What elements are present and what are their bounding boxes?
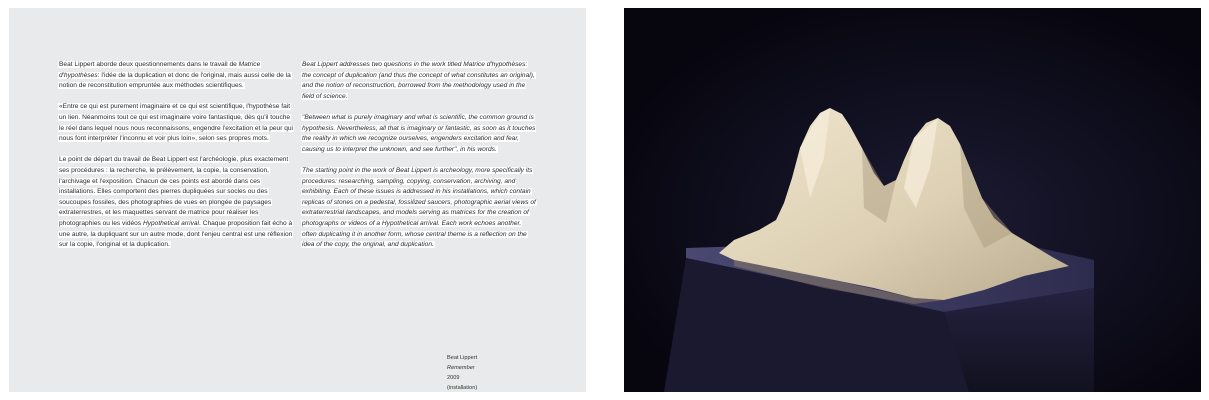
english-paragraph-3: The starting point in the work of Beat Lippert is archeology, more specifically its procedures: researching, sampling, copying, conservation, archiving, and exhibiting. Each of these issues is addressed in his installations, which contain replicas of stones on a pedestal, fossilized saucers, photographic aerial views of extraterrestrial landscapes, and models serving as matrices for the creation of photographs or videos of a Hypothetical arrival. Each work echoes another, often duplicating it in another form, whose central theme is a reflection on the idea of the copy, the original, and duplication. <box>302 166 536 249</box>
left-page <box>9 8 586 392</box>
caption-artist: Beat Lippert <box>447 355 478 361</box>
english-paragraph-1: Beat Lippert addresses two questions in the work titled Matrice d'hypothèses: the concept of duplication (and thus the concept of what constitutes an original), and the notion of reconstruction, borrowed from the methodology used in the field of science. <box>302 61 535 100</box>
right-page-photo <box>624 8 1201 392</box>
french-paragraph-1: Beat Lippert aborde deux questionnements dans le travail de Matrice d'hypothèses: l'idée de la duplication et donc de l'original, mais aussi celle de la notion de reconstitution empruntée aux méthodes scientifiques. <box>59 61 291 90</box>
french-text-column <box>58 60 294 261</box>
english-text-column <box>301 60 537 261</box>
caption-title: Remember <box>447 365 475 371</box>
english-paragraph-2: "Between what is purely imaginary and what is scientific, the common ground is hypothesis. Nevertheless, all that is imaginary or fantastic, as soon as it touches the reality in which we recognize ourselves, engenders excitation and fear, causing us to interpret the unknown, and see further", in his words. <box>302 113 536 153</box>
sculpture-photo <box>624 8 1201 392</box>
caption-medium: (installation) <box>447 385 478 391</box>
caption-year: 2009 <box>447 375 460 381</box>
french-paragraph-2: «Entre ce qui est purement imaginaire et ce qui est scientifique, l'hypothèse fait un lien. Néanmoins tout ce qui est imaginaire voire fantastique, dès qu'il touche le réel dans lequel nous nous reconnaissons, engendre l'excitation et la peur qui nous font interpréter l'inconnu et voir plus loin», selon ses propres mots. <box>59 103 294 143</box>
image-caption <box>447 353 477 392</box>
french-paragraph-3: Le point de départ du travail de Beat Lippert est l'archéologie, plus exactement ses procédures : la recherche, le prélèvement, la copie, la conservation, l'archivage et l'exposition. Chacun de ces points est abordé dans ces installations. Elles comportent des pierres dupliquées sur socles ou des soucoupes fossiles, des photographies de vues en plongée de paysages extraterrestres, et les maquettes servant de matrice pour réaliser les photographies ou les vidéos Hypothetical arrival. Chaque proposition fait écho à une autre, la dupliquant sur un autre mode, dont l'enjeu central est une réflexion sur la copie, l'original et la duplication. <box>59 156 293 249</box>
